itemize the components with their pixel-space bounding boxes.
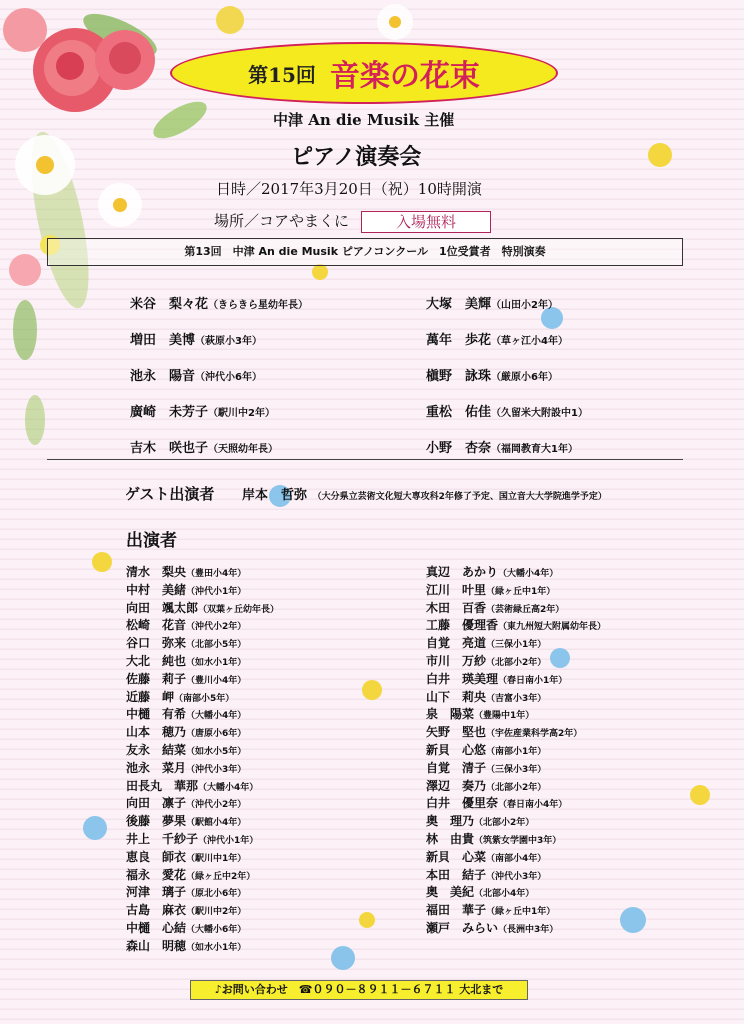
performer-school: （山田小2年） [491,300,558,311]
performer-entry [426,812,534,829]
performer-entry [126,919,246,936]
event-venue: 場所／コアやまくに [214,212,350,230]
edition-label: 第15回 [248,62,316,87]
performer-entry [130,329,262,348]
performer-school: （緑ヶ丘中1年） [486,586,556,597]
performer-name: 近藤 岬 [126,689,175,704]
performer-entry [426,437,578,456]
performer-name: 田長丸 華那 [126,778,199,793]
performer-school: （大幡小4年） [186,711,247,722]
performer-school: （萩原小3年） [195,336,262,347]
performer-school: （北部小2年） [474,818,535,829]
performer-name: 大北 純也 [126,654,187,668]
performer-name: 新貝 心菜 [426,849,487,864]
performer-entry [426,848,546,865]
performer-school: （春日南小1年） [498,675,568,686]
contact-info: ♪お問い合わせ ☎０９０－８９１１－６７１１ 大北まで [190,980,528,1000]
performer-school: （如水小1年） [186,658,247,668]
performer-name: 奥 理乃 [426,814,475,829]
performer-name: 工藤 優理香 [426,618,499,633]
performers-heading: 出演者 [126,531,177,551]
performer-school: （三保小3年） [486,764,547,775]
performer-school: （唐原小6年） [186,729,247,740]
performer-entry [126,866,255,883]
performer-name: 廣崎 未芳子 [130,405,209,420]
performer-name: 本田 結子 [426,867,487,882]
performer-entry [126,741,246,758]
performer-name: 澤辺 奏乃 [426,778,487,793]
performer-school: （緑ヶ丘中1年） [486,907,556,918]
performer-school: （きらきら星幼年長） [208,300,309,311]
performer-entry [426,741,546,758]
performer-name: 小野 杏奈 [426,441,492,456]
performer-name: 瀬戸 みらい [426,921,499,935]
performer-entry [126,723,246,740]
performer-name: 林 由貴 [426,832,475,846]
performer-name: 矢野 堅也 [426,725,487,740]
performer-entry [126,688,234,705]
performer-school: （駅川中2年） [186,907,247,918]
performer-name: 向田 凛子 [126,796,187,811]
performer-entry [126,901,246,918]
performer-name: 大塚 美輝 [426,297,492,312]
performer-entry [130,293,308,312]
performer-name: 市川 万紗 [426,654,487,668]
performer-entry [126,599,279,616]
performer-school: （北部小2年） [486,658,547,668]
performer-name: 真辺 あかり [426,565,499,579]
admission-badge: 入場無料 [361,211,491,233]
performer-entry [126,581,246,598]
performer-name: 重松 佑佳 [426,405,492,420]
performer-school: （沖代小3年） [486,871,547,882]
performer-school: （原北小6年） [186,889,247,900]
performer-name: 奥 美紀 [426,885,475,900]
performer-name: 木田 百香 [426,600,487,615]
performer-school: （天照幼年長） [208,444,279,455]
performer-entry [426,901,555,918]
performer-entry [130,365,262,384]
performer-school: （筑紫女学園中3年） [474,836,562,846]
performer-name: 清水 梨央 [126,565,187,579]
performer-name: 吉木 咲也子 [130,441,209,456]
performer-name: 白井 瑛美理 [426,671,499,686]
performer-entry [426,759,546,776]
performer-entry [126,563,246,580]
guest-label: ゲスト出演者 [125,485,215,503]
performer-entry [130,401,275,420]
performer-entry [126,670,246,687]
performer-school: （如水小5年） [186,747,247,757]
performer-entry [426,688,546,705]
performer-entry [126,794,246,811]
performer-school: （長洲中3年） [498,925,559,935]
performer-name: 谷口 弥来 [126,636,187,651]
performer-name: 恵良 師衣 [126,849,187,864]
performer-name: 古島 麻衣 [126,903,187,918]
performer-name: 中村 美緒 [126,582,187,597]
performer-entry [126,848,246,865]
performer-entry [126,705,246,722]
performer-name: 後藤 夢果 [126,814,187,829]
performer-school: （駅川中1年） [186,853,247,864]
section-divider [47,459,683,460]
performer-school: （北部小2年） [486,782,547,793]
performer-school: （如水小1年） [186,942,247,953]
performer-name: 米谷 梨々花 [130,297,209,312]
event-name: ピアノ演奏会 [291,144,422,170]
performer-school: （豊田小4年） [186,569,247,579]
performer-name: 中樋 有希 [126,707,187,722]
performer-name: 向田 颯太郎 [126,600,199,615]
performer-name: 江川 叶里 [426,582,487,597]
performer-school: （厳原小6年） [491,372,558,383]
performer-name: 泉 陽菜 [426,707,475,722]
performer-school: （駅館小4年） [186,818,247,829]
performer-school: （南部小5年） [174,693,235,704]
performer-school: （久留米大附設中1） [491,408,588,419]
performer-name: 萬年 歩花 [426,333,492,348]
performer-entry [126,812,246,829]
guest-name: 岸本 哲弥 [241,488,307,503]
performer-name: 増田 美博 [130,333,196,348]
performer-school: （沖代小3年） [186,764,247,775]
performer-school: （福岡教育大1年） [491,444,578,455]
guest-performer [125,483,607,504]
performer-name: 友永 結菜 [126,743,187,757]
performer-school: （沖代小2年） [186,622,247,633]
performer-entry [426,777,546,794]
performer-school: （吉富小3年） [486,693,547,704]
performer-school: （南部小1年） [486,747,547,757]
performer-school: （緑ヶ丘中2年） [186,871,256,882]
performer-school: （大幡小4年） [198,782,259,793]
performer-school: （草ヶ江小4年） [491,336,568,347]
performer-name: 福田 華子 [426,903,487,918]
performer-entry [426,670,567,687]
performer-name: 福永 愛花 [126,867,187,882]
performer-school: （大幡小4年） [498,569,559,579]
performer-entry [426,866,546,883]
performer-entry [126,830,258,847]
performer-entry [426,634,546,651]
performer-school: （沖代小2年） [186,800,247,811]
performer-school: （大幡小6年） [186,925,247,935]
performer-entry [426,599,564,616]
performer-entry [126,777,258,794]
performer-entry [426,581,555,598]
performer-entry [426,883,534,900]
performer-school: （豊川小4年） [186,675,247,686]
performer-name: 森山 明穂 [126,938,187,953]
performer-name: 松崎 花音 [126,618,187,633]
performer-name: 佐藤 莉子 [126,671,187,686]
performer-entry [426,723,582,740]
performer-entry [426,919,558,936]
performer-school: （三保小1年） [486,640,547,651]
performer-school: （駅川中2年） [208,408,275,419]
performer-entry [426,329,568,348]
performer-entry [426,616,606,633]
performer-entry [426,794,567,811]
performer-name: 白井 優里奈 [426,796,499,811]
performer-school: （沖代小1年） [198,836,259,846]
performer-school: （豊陽中1年） [474,711,535,722]
performer-school: （北部小5年） [186,640,247,651]
performer-name: 槇野 詠珠 [426,369,492,384]
performer-name: 自覚 清子 [426,760,487,775]
performer-name: 池永 陽音 [130,369,196,384]
performer-name: 井上 千紗子 [126,832,199,846]
performer-entry [126,652,246,669]
performer-name: 山本 穂乃 [126,725,187,740]
event-title: 音楽の花束 [329,59,480,94]
performer-school: （芸術緑丘高2年） [486,604,565,615]
organizer-line: 中津 An die Musik 主催 [273,111,455,129]
performer-entry [126,937,246,954]
performer-entry [426,293,558,312]
performer-entry [426,652,546,669]
performer-school: （双葉ヶ丘幼年長） [198,604,280,615]
performer-name: 池永 菜月 [126,760,187,775]
performer-entry [426,563,558,580]
performer-school: （春日南小4年） [498,800,568,811]
performer-entry [426,830,561,847]
performer-name: 中樋 心結 [126,921,187,935]
performer-school: （北部小4年） [474,889,535,900]
contest-banner: 第13回 中津 An die Musik ピアノコンクール 1位受賞者 特別演奏 [47,238,683,266]
performer-entry [426,365,558,384]
performer-school: （沖代小6年） [195,372,262,383]
performer-entry [130,437,278,456]
title-banner [170,42,558,104]
performer-school: （宇佐産業科学高2年） [486,729,583,740]
performer-name: 自覚 亮道 [426,636,487,651]
performer-entry [126,634,246,651]
performer-entry [126,883,246,900]
performer-school: （東九州短大附属幼年長） [498,622,607,633]
performer-entry [426,705,534,722]
performer-name: 新貝 心悠 [426,743,487,757]
guest-note: （大分県立芸術文化短大専攻科2年修了予定、国立音大大学院進学予定） [312,492,607,502]
performer-school: （沖代小1年） [186,586,247,597]
performer-entry [426,401,588,420]
performer-entry [126,759,246,776]
event-datetime: 日時／2017年3月20日（祝）10時開演 [216,180,482,198]
performer-name: 河津 璃子 [126,885,187,900]
performer-school: （南部小4年） [486,853,547,864]
performer-entry [126,616,246,633]
performer-name: 山下 莉央 [426,689,487,704]
